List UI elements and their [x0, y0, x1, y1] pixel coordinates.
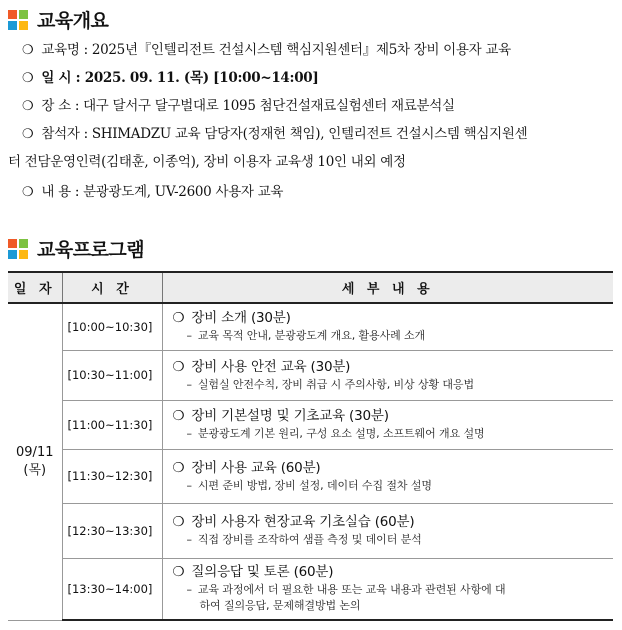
- overview-item-text: 내 용 : 분광광도계, UV-2600 사용자 교육: [41, 184, 284, 200]
- time-cell: [11:30~12:30]: [62, 449, 162, 503]
- date-text: 09/11: [16, 444, 54, 460]
- circle-bullet-icon: ❍: [172, 564, 185, 581]
- circle-bullet-icon: ❍: [172, 408, 185, 424]
- overview-title: 교육개요: [37, 10, 109, 32]
- overview-section-title: [8, 6, 108, 33]
- detail-desc: – 직접 장비를 조작하여 샘플 측정 및 데이터 분석: [186, 533, 422, 546]
- circle-bullet-icon: ❍: [172, 310, 185, 327]
- table-row: [8, 350, 613, 400]
- overview-item-place: [22, 96, 612, 117]
- circle-bullet-icon: ❍: [22, 185, 34, 200]
- detail-title: ❍ 장비 기본설명 및 기초교육 (30분): [172, 408, 389, 424]
- section-square-icon: [8, 10, 28, 30]
- table-row: [8, 303, 613, 350]
- overview-item-content: [22, 182, 612, 203]
- program-table: [8, 271, 613, 621]
- detail-desc: – 교육 목적 안내, 분광광도계 개요, 활용사례 소개: [186, 329, 426, 343]
- circle-bullet-icon: ❍: [22, 99, 34, 114]
- time-cell: [13:30~14:00]: [62, 558, 162, 620]
- circle-bullet-icon: ❍: [22, 71, 34, 86]
- detail-cell: [162, 303, 613, 350]
- detail-title: ❍ 장비 사용자 현장교육 기초실습 (60분): [172, 514, 415, 530]
- header-details: 세 부 내 용: [162, 272, 613, 303]
- overview-item-attendees-continuation: 터 전담운영인력(김태훈, 이종억), 장비 이용자 교육생 10인 내외 예정: [8, 154, 406, 170]
- time-cell: [10:30~11:00]: [62, 350, 162, 400]
- detail-desc: – 실험실 안전수칙, 장비 취급 시 주의사항, 비상 상황 대응법: [186, 377, 474, 391]
- detail-cell: [162, 503, 613, 558]
- header-time: 시 간: [62, 272, 162, 303]
- overview-item-text: 장 소 : 대구 달서구 달구벌대로 1095 첨단건설재료실험센터 재료분석실: [41, 98, 455, 114]
- overview-item-course: [22, 40, 612, 61]
- time-cell: [12:30~13:30]: [62, 503, 162, 558]
- circle-bullet-icon: ❍: [22, 127, 34, 142]
- time-cell: [10:00~10:30]: [62, 303, 162, 350]
- detail-title: ❍ 장비 사용 안전 교육 (30분): [172, 358, 351, 375]
- date-cell: [8, 303, 62, 620]
- circle-bullet-icon: ❍: [172, 358, 185, 375]
- circle-bullet-icon: ❍: [172, 459, 185, 476]
- table-row: [8, 449, 613, 503]
- detail-cell: [162, 350, 613, 400]
- overview-item-text: 일 시 : 2025. 09. 11. (목) [10:00~14:00]: [41, 70, 319, 86]
- overview-item-datetime: [22, 68, 612, 89]
- detail-desc: – 분광광도계 기본 원리, 구성 요소 설명, 소프트웨어 개요 설명: [186, 427, 485, 440]
- detail-cell: [162, 558, 613, 620]
- circle-bullet-icon: ❍: [172, 514, 185, 530]
- overview-item-text: 참석자 : SHIMADZU 교육 담당자(정재헌 책임), 인텔리전트 건설시스템 핵심지원센: [41, 126, 528, 142]
- detail-title: ❍ 장비 사용 교육 (60분): [172, 459, 321, 476]
- program-section-title: [8, 235, 144, 262]
- detail-title: ❍ 장비 소개 (30분): [172, 310, 291, 327]
- detail-title: ❍ 질의응답 및 토론 (60분): [172, 564, 334, 581]
- detail-cell: [162, 449, 613, 503]
- detail-desc: – 교육 과정에서 더 필요한 내용 또는 교육 내용과 관련된 사항에 대: [186, 583, 506, 597]
- detail-cell: [162, 400, 613, 449]
- table-row: [8, 503, 613, 558]
- table-row: [8, 558, 613, 620]
- detail-desc-continuation: 하여 질의응답, 문제해결방법 논의: [199, 599, 361, 613]
- circle-bullet-icon: ❍: [22, 43, 34, 58]
- overview-item-attendees: [22, 124, 612, 145]
- program-title: 교육프로그램: [37, 239, 145, 261]
- day-text: (목): [23, 462, 47, 478]
- time-cell: [11:00~11:30]: [62, 400, 162, 449]
- overview-item-text: 교육명 : 2025년『인텔리전트 건설시스템 핵심지원센터』제5차 장비 이용자 교육: [41, 42, 511, 58]
- header-date: 일 자: [8, 272, 62, 303]
- detail-desc: – 시편 준비 방법, 장비 설정, 데이터 수집 절차 설명: [186, 478, 432, 492]
- table-row: [8, 400, 613, 449]
- section-square-icon: [8, 239, 28, 259]
- program-table-header: [8, 272, 613, 303]
